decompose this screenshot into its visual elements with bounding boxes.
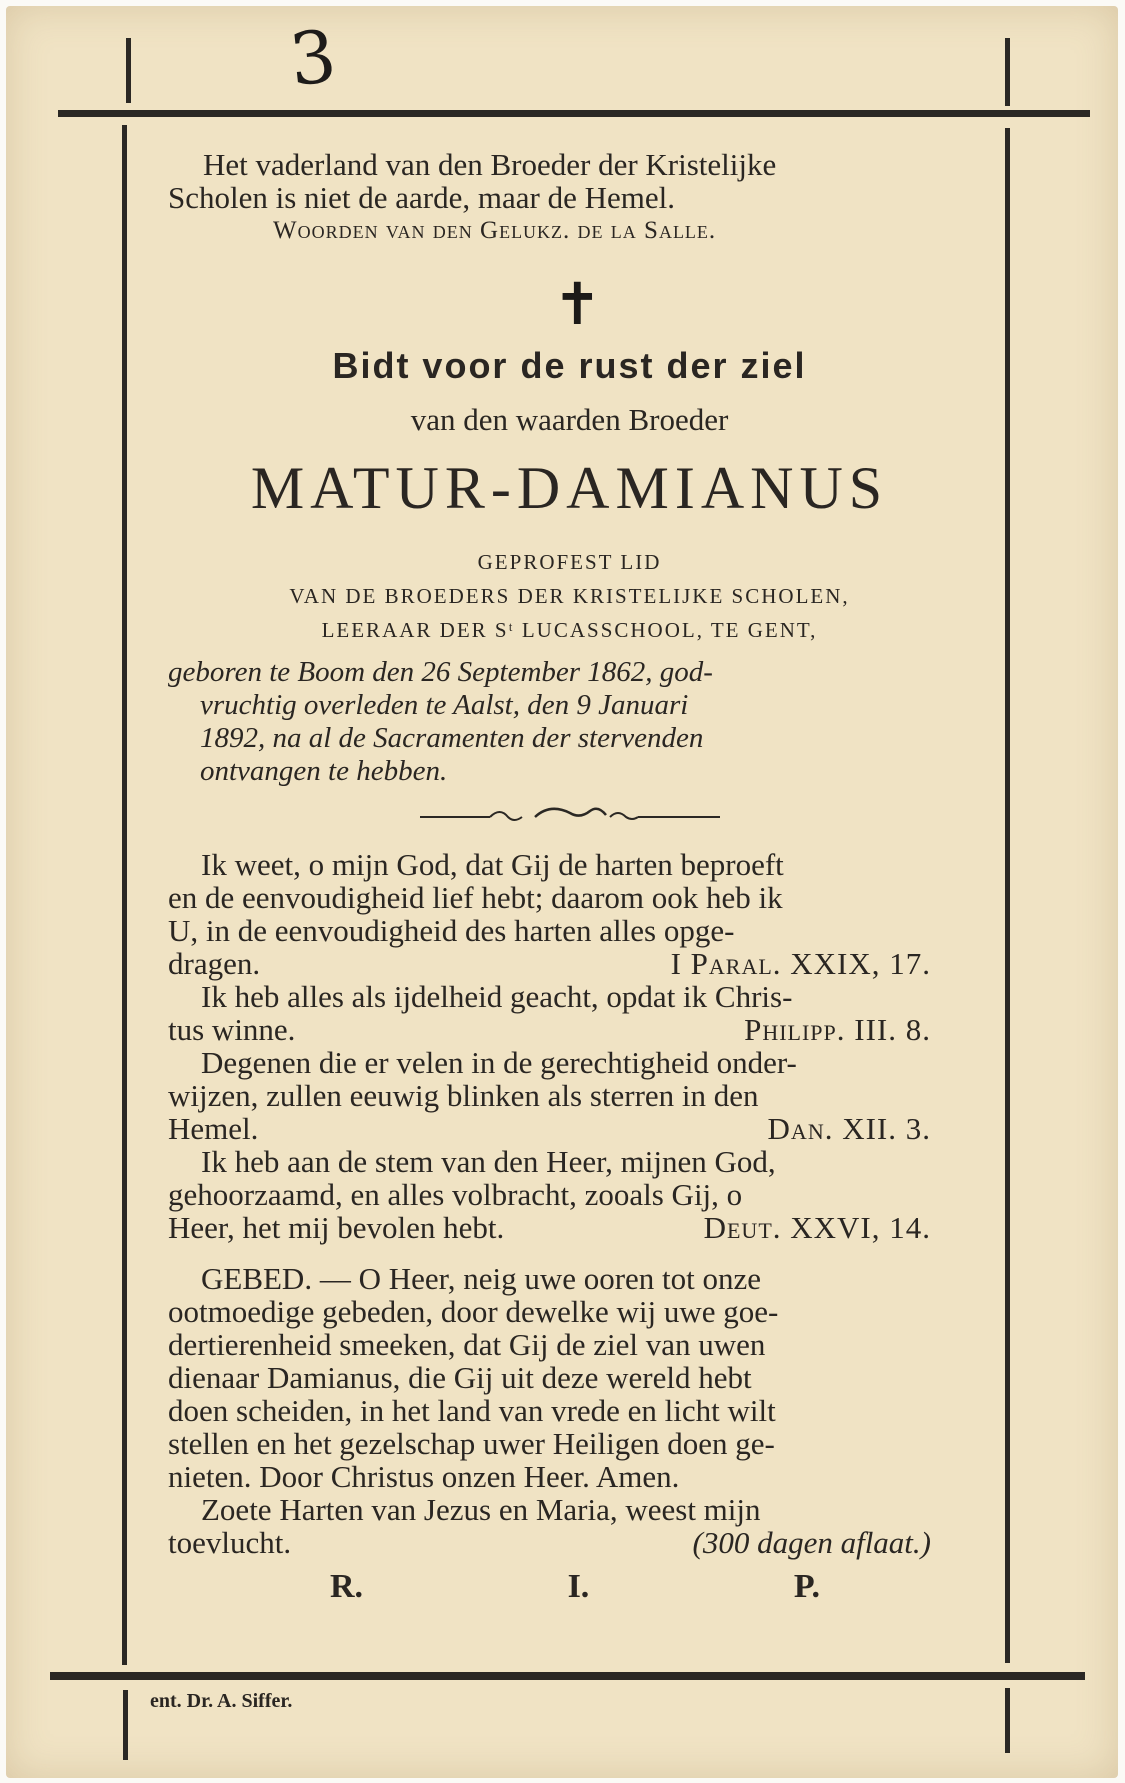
quote-reference: I Paral. XXIX, 17. [670, 946, 931, 981]
quote-line: Hemel. [168, 1111, 259, 1146]
quote-line: Ik heb alles als ijdelheid geacht, opdat ik Chris- [201, 979, 793, 1014]
invocation-line: toevlucht. [168, 1525, 292, 1560]
caps-line: VAN DE BROEDERS DER KRISTELIJKE SCHOLEN, [289, 584, 850, 608]
birth-line: geboren te Boom den 26 September 1862, god- [168, 656, 713, 688]
bottom-border [50, 1672, 1085, 1680]
latin-cross-icon: ✝ [553, 270, 602, 338]
prayer-line: stellen en het gezelschap uwer Heiligen doen ge- [168, 1426, 775, 1461]
quote-reference: Deut. XXVI, 14. [703, 1210, 931, 1245]
corner-mark-bottom-left [123, 1690, 128, 1760]
quote-line: Ik heb aan de stem van den Heer, mijnen God, [201, 1144, 776, 1179]
deceased-name: MATUR-DAMIANUS [250, 455, 889, 521]
prayer-line: dienaar Damianus, die Gij uit deze wereld hebt [168, 1360, 752, 1395]
invocation-line: Zoete Harten van Jezus en Maria, weest mijn [201, 1492, 761, 1527]
membership-caps [168, 545, 971, 647]
prayer-line: dertierenheid smeeken, dat Gij de ziel van uwen [168, 1327, 766, 1362]
quote-reference: Dan. XII. 3. [767, 1111, 931, 1146]
handwritten-number: 3 [285, 13, 341, 103]
quote-line: gehoorzaamd, en alles volbracht, zooals Gij, o [168, 1177, 743, 1212]
rip-letter: P. [793, 1568, 820, 1605]
prayer-line: doen scheiden, in het land van vrede en licht wilt [168, 1393, 776, 1428]
epigraph [168, 148, 971, 247]
corner-mark-top-left [126, 38, 131, 103]
indulgence-note: (300 dagen aflaat.) [692, 1525, 931, 1560]
rip-letters [330, 1568, 820, 1606]
scripture-quotes [168, 848, 971, 1244]
rip-letter: I. [567, 1568, 590, 1605]
quote-line: U, in de eenvoudigheid des harten alles opge- [168, 913, 735, 948]
prayer-text [168, 1262, 971, 1559]
ornament-divider [420, 803, 720, 827]
quote-line: Heer, het mij bevolen hebt. [168, 1210, 505, 1245]
corner-mark-top-right [1005, 38, 1010, 106]
epigraph-line: Het vaderland van den Broeder der Kristelijke [203, 147, 777, 182]
quote-line: Ik weet, o mijn God, dat Gij de harten beproeft [201, 847, 784, 882]
corner-mark-bottom-right [1005, 1688, 1010, 1753]
quote-line: tus winne. [168, 1012, 296, 1047]
epigraph-line: Scholen is niet de aarde, maar de Hemel. [168, 180, 675, 215]
birth-line: 1892, na al de Sacramenten der stervenden [200, 722, 704, 754]
quote-line: dragen. [168, 946, 261, 981]
prayer-heading: Bidt voor de rust der ziel [332, 345, 807, 386]
quote-line: wijzen, zullen eeuwig blinken als sterren in den [168, 1078, 759, 1113]
caps-line: GEPROFEST LID [477, 550, 662, 574]
quote-line: Degenen die er velen in de gerechtigheid onder- [201, 1045, 797, 1080]
quote-reference: Philipp. III. 8. [744, 1012, 931, 1047]
prayer-line: nieten. Door Christus onzen Heer. Amen. [168, 1459, 680, 1494]
rip-letter: R. [330, 1568, 364, 1605]
prayer-line: ootmoedige gebeden, door dewelke wij uwe goe- [168, 1294, 779, 1329]
caps-line: LEERAAR DER Sᵗ LUCASSCHOOL, TE GENT, [321, 618, 818, 642]
epigraph-attribution: Woorden van den Gelukz. de la Salle. [273, 217, 717, 244]
birth-line: vruchtig overleden te Aalst, den 9 Januari [200, 689, 689, 721]
top-border [58, 110, 1090, 117]
quote-line: en de eenvoudigheid lief hebt; daarom ook heb ik [168, 880, 783, 915]
birth-death-text [168, 656, 971, 788]
printer-imprint: ent. Dr. A. Siffer. [150, 1690, 293, 1712]
birth-line: ontvangen te hebben. [200, 755, 448, 787]
subheading: van den waarden Broeder [410, 402, 729, 437]
right-border [1005, 128, 1010, 1663]
prayer-line: GEBED. — O Heer, neig uwe ooren tot onze [201, 1261, 762, 1296]
left-border [122, 125, 127, 1665]
